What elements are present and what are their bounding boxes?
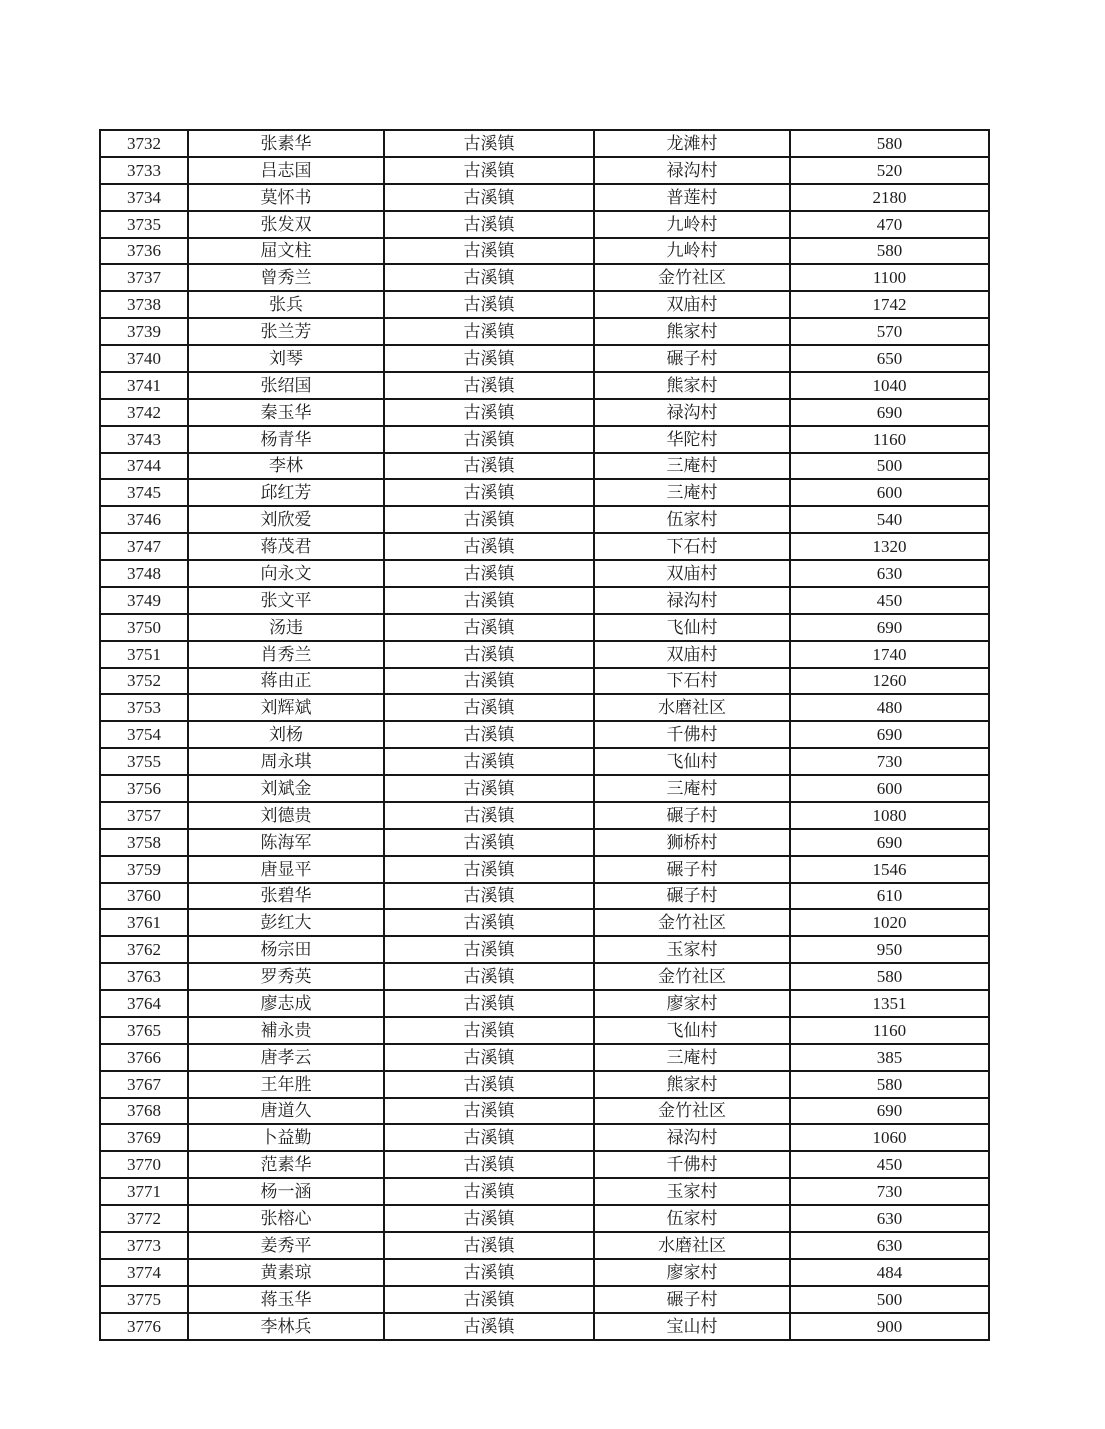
cell-village: 飞仙村 [594,614,790,641]
cell-amount: 520 [790,157,989,184]
table-row [100,748,989,775]
table-row [100,264,989,291]
cell-amount: 1080 [790,802,989,829]
cell-name: 秦玉华 [188,399,384,426]
cell-town: 古溪镇 [384,506,594,533]
cell-town: 古溪镇 [384,990,594,1017]
cell-village: 双庙村 [594,560,790,587]
cell-amount: 630 [790,1205,989,1232]
cell-name: 補永贵 [188,1017,384,1044]
cell-serial: 3765 [100,1017,188,1044]
cell-serial: 3747 [100,533,188,560]
cell-name: 邱红芳 [188,479,384,506]
table-row [100,291,989,318]
cell-name: 吕志国 [188,157,384,184]
table-row [100,345,989,372]
cell-town: 古溪镇 [384,587,594,614]
table-row [100,775,989,802]
cell-serial: 3739 [100,318,188,345]
table-row [100,1313,989,1341]
table-row [100,829,989,856]
cell-serial: 3760 [100,883,188,910]
cell-serial: 3746 [100,506,188,533]
cell-name: 张绍国 [188,372,384,399]
cell-town: 古溪镇 [384,399,594,426]
cell-village: 金竹社区 [594,264,790,291]
cell-amount: 580 [790,238,989,265]
cell-village: 金竹社区 [594,963,790,990]
cell-amount: 900 [790,1313,989,1341]
cell-village: 金竹社区 [594,1098,790,1125]
cell-name: 屈文柱 [188,238,384,265]
cell-town: 古溪镇 [384,1232,594,1259]
cell-name: 刘德贵 [188,802,384,829]
cell-name: 王年胜 [188,1071,384,1098]
cell-serial: 3750 [100,614,188,641]
roster-table [99,129,990,1341]
cell-amount: 1351 [790,990,989,1017]
table-row [100,1071,989,1098]
cell-town: 古溪镇 [384,883,594,910]
cell-amount: 500 [790,1286,989,1313]
cell-amount: 1020 [790,909,989,936]
cell-serial: 3772 [100,1205,188,1232]
cell-amount: 600 [790,479,989,506]
table-row [100,1017,989,1044]
cell-name: 李林兵 [188,1313,384,1341]
cell-village: 三庵村 [594,775,790,802]
cell-town: 古溪镇 [384,694,594,721]
cell-name: 刘斌金 [188,775,384,802]
cell-serial: 3741 [100,372,188,399]
table-row [100,372,989,399]
cell-name: 刘辉斌 [188,694,384,721]
cell-serial: 3771 [100,1178,188,1205]
cell-name: 黄素琼 [188,1259,384,1286]
cell-town: 古溪镇 [384,479,594,506]
cell-amount: 650 [790,345,989,372]
table-row [100,560,989,587]
cell-amount: 690 [790,1098,989,1125]
cell-town: 古溪镇 [384,614,594,641]
table-row [100,1259,989,1286]
cell-name: 张榕心 [188,1205,384,1232]
cell-town: 古溪镇 [384,1151,594,1178]
cell-amount: 690 [790,721,989,748]
cell-village: 熊家村 [594,318,790,345]
cell-serial: 3766 [100,1044,188,1071]
cell-amount: 1320 [790,533,989,560]
roster-table-container [99,129,990,1341]
cell-name: 曾秀兰 [188,264,384,291]
cell-amount: 470 [790,211,989,238]
cell-village: 金竹社区 [594,909,790,936]
cell-village: 双庙村 [594,641,790,668]
cell-village: 伍家村 [594,1205,790,1232]
cell-village: 千佛村 [594,1151,790,1178]
table-row [100,184,989,211]
cell-village: 下石村 [594,533,790,560]
cell-town: 古溪镇 [384,453,594,480]
cell-serial: 3734 [100,184,188,211]
cell-village: 伍家村 [594,506,790,533]
cell-name: 范素华 [188,1151,384,1178]
cell-name: 汤违 [188,614,384,641]
cell-serial: 3752 [100,668,188,695]
cell-amount: 580 [790,963,989,990]
cell-serial: 3737 [100,264,188,291]
cell-town: 古溪镇 [384,1071,594,1098]
cell-serial: 3763 [100,963,188,990]
cell-name: 廖志成 [188,990,384,1017]
cell-town: 古溪镇 [384,1178,594,1205]
table-row [100,1205,989,1232]
cell-village: 飞仙村 [594,1017,790,1044]
cell-name: 张发双 [188,211,384,238]
cell-amount: 1546 [790,856,989,883]
cell-town: 古溪镇 [384,238,594,265]
cell-village: 宝山村 [594,1313,790,1341]
cell-name: 陈海军 [188,829,384,856]
cell-name: 杨宗田 [188,936,384,963]
cell-amount: 580 [790,1071,989,1098]
cell-name: 莫怀书 [188,184,384,211]
cell-serial: 3753 [100,694,188,721]
cell-village: 水磨社区 [594,694,790,721]
cell-serial: 3754 [100,721,188,748]
cell-village: 三庵村 [594,1044,790,1071]
cell-village: 水磨社区 [594,1232,790,1259]
cell-village: 熊家村 [594,1071,790,1098]
cell-amount: 1260 [790,668,989,695]
cell-village: 碾子村 [594,802,790,829]
table-row [100,614,989,641]
cell-town: 古溪镇 [384,1313,594,1341]
cell-village: 三庵村 [594,453,790,480]
table-body [100,130,989,1340]
cell-serial: 3759 [100,856,188,883]
cell-serial: 3761 [100,909,188,936]
cell-amount: 1060 [790,1124,989,1151]
cell-amount: 385 [790,1044,989,1071]
cell-town: 古溪镇 [384,1098,594,1125]
cell-amount: 730 [790,1178,989,1205]
cell-town: 古溪镇 [384,856,594,883]
cell-town: 古溪镇 [384,1205,594,1232]
cell-amount: 580 [790,130,989,157]
cell-serial: 3743 [100,426,188,453]
cell-town: 古溪镇 [384,909,594,936]
cell-amount: 600 [790,775,989,802]
cell-village: 华陀村 [594,426,790,453]
cell-serial: 3749 [100,587,188,614]
cell-amount: 540 [790,506,989,533]
cell-serial: 3758 [100,829,188,856]
table-row [100,318,989,345]
cell-serial: 3740 [100,345,188,372]
cell-village: 飞仙村 [594,748,790,775]
cell-serial: 3757 [100,802,188,829]
cell-serial: 3762 [100,936,188,963]
table-row [100,1286,989,1313]
cell-name: 蒋玉华 [188,1286,384,1313]
cell-village: 碾子村 [594,1286,790,1313]
table-row [100,399,989,426]
cell-village: 熊家村 [594,372,790,399]
table-row [100,1098,989,1125]
cell-serial: 3755 [100,748,188,775]
cell-town: 古溪镇 [384,426,594,453]
cell-town: 古溪镇 [384,184,594,211]
cell-serial: 3751 [100,641,188,668]
cell-village: 玉家村 [594,936,790,963]
table-row [100,641,989,668]
cell-village: 廖家村 [594,990,790,1017]
cell-village: 九岭村 [594,238,790,265]
table-row [100,883,989,910]
cell-name: 唐道久 [188,1098,384,1125]
cell-serial: 3732 [100,130,188,157]
cell-village: 碾子村 [594,856,790,883]
cell-serial: 3756 [100,775,188,802]
cell-town: 古溪镇 [384,721,594,748]
cell-town: 古溪镇 [384,1017,594,1044]
cell-name: 张文平 [188,587,384,614]
table-row [100,533,989,560]
cell-town: 古溪镇 [384,1044,594,1071]
cell-name: 彭红大 [188,909,384,936]
cell-town: 古溪镇 [384,291,594,318]
cell-serial: 3774 [100,1259,188,1286]
cell-amount: 1040 [790,372,989,399]
cell-name: 李林 [188,453,384,480]
cell-amount: 1160 [790,426,989,453]
cell-serial: 3768 [100,1098,188,1125]
table-row [100,238,989,265]
cell-name: 刘杨 [188,721,384,748]
cell-village: 普莲村 [594,184,790,211]
table-row [100,130,989,157]
cell-name: 肖秀兰 [188,641,384,668]
cell-village: 禄沟村 [594,399,790,426]
table-row [100,426,989,453]
cell-town: 古溪镇 [384,533,594,560]
cell-name: 唐孝云 [188,1044,384,1071]
cell-name: 刘琴 [188,345,384,372]
cell-village: 禄沟村 [594,1124,790,1151]
cell-name: 蒋由正 [188,668,384,695]
cell-village: 廖家村 [594,1259,790,1286]
table-row [100,453,989,480]
cell-town: 古溪镇 [384,641,594,668]
cell-village: 禄沟村 [594,157,790,184]
cell-serial: 3764 [100,990,188,1017]
cell-amount: 1100 [790,264,989,291]
table-row [100,990,989,1017]
table-row [100,721,989,748]
table-row [100,211,989,238]
cell-name: 张碧华 [188,883,384,910]
cell-serial: 3770 [100,1151,188,1178]
cell-amount: 690 [790,399,989,426]
cell-serial: 3776 [100,1313,188,1341]
cell-village: 碾子村 [594,345,790,372]
cell-serial: 3748 [100,560,188,587]
cell-town: 古溪镇 [384,802,594,829]
table-row [100,694,989,721]
cell-town: 古溪镇 [384,775,594,802]
table-row [100,802,989,829]
cell-serial: 3775 [100,1286,188,1313]
cell-name: 蒋茂君 [188,533,384,560]
cell-amount: 690 [790,829,989,856]
cell-town: 古溪镇 [384,936,594,963]
cell-name: 张素华 [188,130,384,157]
cell-name: 唐显平 [188,856,384,883]
cell-village: 千佛村 [594,721,790,748]
cell-serial: 3767 [100,1071,188,1098]
cell-town: 古溪镇 [384,211,594,238]
cell-town: 古溪镇 [384,748,594,775]
table-row [100,1178,989,1205]
cell-amount: 630 [790,1232,989,1259]
cell-serial: 3738 [100,291,188,318]
cell-town: 古溪镇 [384,963,594,990]
cell-town: 古溪镇 [384,318,594,345]
cell-name: 张兰芳 [188,318,384,345]
table-row [100,157,989,184]
table-row [100,1124,989,1151]
cell-amount: 1742 [790,291,989,318]
cell-amount: 2180 [790,184,989,211]
cell-name: 卜益勤 [188,1124,384,1151]
cell-village: 禄沟村 [594,587,790,614]
cell-name: 姜秀平 [188,1232,384,1259]
cell-serial: 3744 [100,453,188,480]
cell-name: 罗秀英 [188,963,384,990]
table-row [100,668,989,695]
cell-town: 古溪镇 [384,157,594,184]
cell-town: 古溪镇 [384,345,594,372]
cell-town: 古溪镇 [384,560,594,587]
cell-amount: 1160 [790,1017,989,1044]
cell-village: 双庙村 [594,291,790,318]
cell-amount: 484 [790,1259,989,1286]
cell-amount: 1740 [790,641,989,668]
cell-amount: 690 [790,614,989,641]
cell-town: 古溪镇 [384,1124,594,1151]
cell-town: 古溪镇 [384,130,594,157]
cell-town: 古溪镇 [384,1259,594,1286]
cell-serial: 3745 [100,479,188,506]
cell-serial: 3769 [100,1124,188,1151]
cell-village: 下石村 [594,668,790,695]
cell-village: 碾子村 [594,883,790,910]
cell-village: 玉家村 [594,1178,790,1205]
cell-name: 向永文 [188,560,384,587]
table-row [100,479,989,506]
cell-village: 狮桥村 [594,829,790,856]
cell-town: 古溪镇 [384,829,594,856]
cell-name: 杨青华 [188,426,384,453]
table-row [100,587,989,614]
cell-village: 三庵村 [594,479,790,506]
cell-amount: 630 [790,560,989,587]
cell-amount: 950 [790,936,989,963]
table-row [100,1044,989,1071]
cell-serial: 3742 [100,399,188,426]
cell-serial: 3735 [100,211,188,238]
cell-town: 古溪镇 [384,1286,594,1313]
table-row [100,909,989,936]
table-row [100,506,989,533]
cell-amount: 500 [790,453,989,480]
cell-name: 张兵 [188,291,384,318]
table-row [100,1151,989,1178]
cell-town: 古溪镇 [384,264,594,291]
cell-amount: 450 [790,1151,989,1178]
cell-amount: 610 [790,883,989,910]
cell-name: 刘欣爱 [188,506,384,533]
cell-amount: 730 [790,748,989,775]
cell-village: 九岭村 [594,211,790,238]
cell-village: 龙滩村 [594,130,790,157]
cell-name: 周永琪 [188,748,384,775]
cell-town: 古溪镇 [384,372,594,399]
cell-town: 古溪镇 [384,668,594,695]
table-row [100,856,989,883]
cell-serial: 3736 [100,238,188,265]
cell-amount: 570 [790,318,989,345]
table-row [100,1232,989,1259]
cell-serial: 3733 [100,157,188,184]
cell-name: 杨一涵 [188,1178,384,1205]
cell-amount: 450 [790,587,989,614]
table-row [100,963,989,990]
cell-amount: 480 [790,694,989,721]
cell-serial: 3773 [100,1232,188,1259]
table-row [100,936,989,963]
